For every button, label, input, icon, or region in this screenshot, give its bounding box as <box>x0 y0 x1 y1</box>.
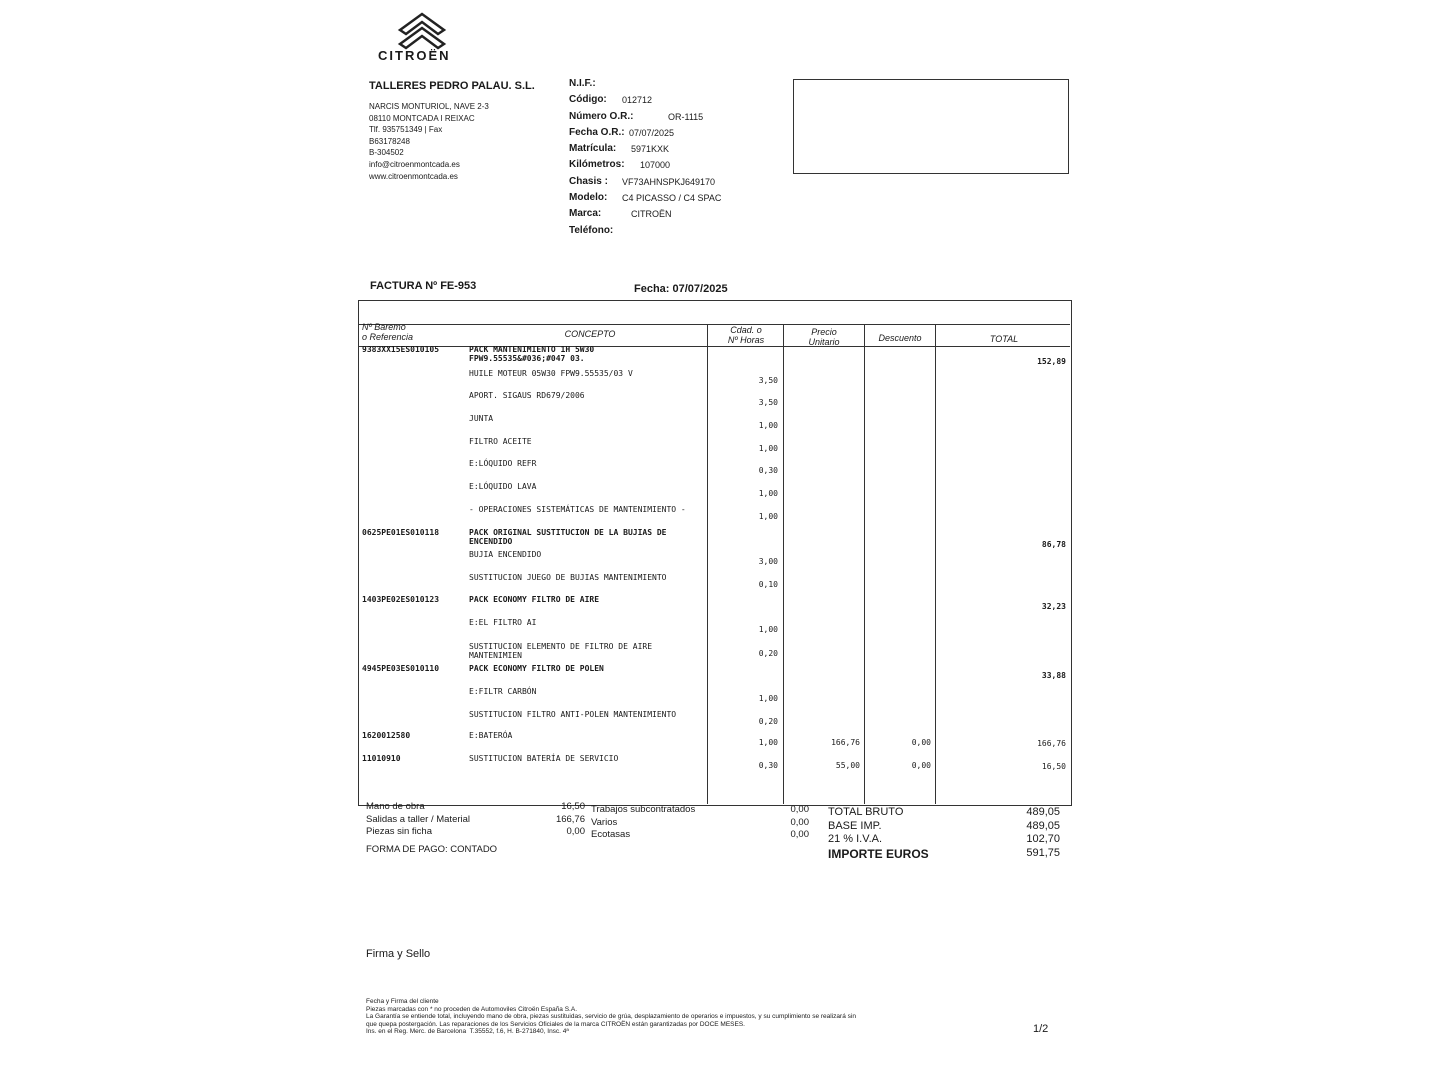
vehicle-label: Fecha O.R.: <box>569 126 625 138</box>
summary-left-label: Mano de obra <box>366 801 425 812</box>
vehicle-label: Matrícula: <box>569 143 617 155</box>
row-quantity: 0,10 <box>758 580 778 589</box>
row-concept: SUSTITUCION FILTRO ANTI-POLEN MANTENIMIENTO <box>469 710 677 719</box>
row-concept: PACK MANTENIMIENTO 1H 5W30 FPW9.55535&#036;#047 03. <box>469 345 595 363</box>
summary-middle-label: Ecotasas <box>591 829 631 840</box>
summary-middle-value: 0,00 <box>790 816 809 828</box>
column-divider <box>864 324 865 804</box>
row-total: 152,89 <box>1037 357 1066 366</box>
page-number: 1/2 <box>1033 1023 1049 1035</box>
row-quantity: 0,20 <box>758 717 778 726</box>
row-concept: JUNTA <box>469 414 494 423</box>
row-quantity: 0,30 <box>758 761 778 770</box>
summary-right-value: 489,05 <box>1026 806 1060 818</box>
column-divider <box>783 324 784 804</box>
row-quantity: 1,00 <box>758 444 778 453</box>
summary-left-value: 0,00 <box>566 826 585 837</box>
row-reference: 11010910 <box>362 754 401 763</box>
row-total: 166,76 <box>1037 739 1066 748</box>
summary-right-value: 102,70 <box>1026 833 1060 845</box>
vehicle-value: 5971KXK <box>631 144 670 155</box>
row-concept: PACK ECONOMY FILTRO DE POLEN <box>469 664 604 673</box>
row-concept: SUSTITUCION BATERÍA DE SERVICIO <box>469 754 619 763</box>
column-divider <box>935 324 936 804</box>
brand-wordmark: CITROËN <box>378 48 451 63</box>
summary-middle-value: 0,00 <box>790 804 809 815</box>
row-quantity: 0,30 <box>758 466 778 475</box>
summary-left-value: 16,50 <box>561 801 585 812</box>
row-quantity: 0,20 <box>758 649 778 658</box>
row-unit-price: 166,76 <box>831 738 860 747</box>
vehicle-label: Número O.R.: <box>569 110 634 122</box>
row-discount: 0,00 <box>911 761 931 770</box>
vehicle-label: Modelo: <box>569 192 608 204</box>
summary-right-label: BASE IMP. <box>828 819 882 832</box>
vehicle-value: C4 PICASSO / C4 SPAC <box>622 193 722 204</box>
row-total: 86,78 <box>1041 540 1066 549</box>
row-reference: 9383XX15ES010105 <box>362 345 440 354</box>
vehicle-value: 07/07/2025 <box>629 127 675 138</box>
row-concept: FILTRO ACEITE <box>469 437 532 446</box>
row-unit-price: 55,00 <box>835 761 860 770</box>
header-discount: Descuento <box>878 333 922 343</box>
row-reference: 0625PE01ES010118 <box>362 528 440 537</box>
invoice-table-frame <box>358 300 1072 806</box>
row-concept: E:LÓQUIDO LAVA <box>469 482 537 491</box>
row-total: 32,23 <box>1041 602 1066 611</box>
payment-method: FORMA DE PAGO: CONTADO <box>366 844 498 855</box>
customer-address-box <box>793 79 1069 174</box>
invoice-number: FACTURA Nº FE-953 <box>370 280 477 292</box>
row-concept: - OPERACIONES SISTEMÁTICAS DE MANTENIMIENTO - <box>469 505 686 514</box>
row-quantity: 1,00 <box>758 738 778 747</box>
summary-middle-value: 0,00 <box>790 829 809 840</box>
row-concept: E:BATERÓA <box>469 731 513 740</box>
row-quantity: 1,00 <box>758 625 778 634</box>
vehicle-label: Teléfono: <box>569 224 614 236</box>
row-concept: PACK ORIGINAL SUSTITUCION DE LA BUJIAS DE ENCENDIDO <box>469 528 667 546</box>
vehicle-label: Código: <box>569 94 607 106</box>
header-concept: CONCEPTO <box>564 329 616 339</box>
row-reference: 4945PE03ES010110 <box>362 664 440 673</box>
row-quantity: 1,00 <box>758 489 778 498</box>
row-concept: APORT. SIGAUS RD679/2006 <box>469 391 585 400</box>
header-ref: Nº Baremo o Referencia <box>362 322 414 342</box>
vehicle-label: N.I.F.: <box>569 78 596 89</box>
vehicle-label: Marca: <box>569 208 602 220</box>
company-address: NARCIS MONTURIOL, NAVE 2-3 08110 MONTCADA I REIXAC Tlf. 935751349 | Fax B63178248 B-304502 info@citroenmontcada.es www.citroenmontcada.es <box>369 102 489 181</box>
row-reference: 1403PE02ES010123 <box>362 595 440 604</box>
header-total: TOTAL <box>989 334 1019 344</box>
row-reference: 1620012580 <box>362 731 411 740</box>
row-total: 33,88 <box>1041 671 1066 680</box>
row-concept: SUSTITUCION ELEMENTO DE FILTRO DE AIRE MANTENIMIEN <box>469 642 653 660</box>
vehicle-value: 107000 <box>640 160 671 171</box>
row-quantity: 1,00 <box>758 512 778 521</box>
summary-left-label: Piezas sin ficha <box>366 826 433 837</box>
row-concept: E:FILTR CARBÓN <box>469 687 537 696</box>
vehicle-value: VF73AHNSPKJ649170 <box>622 176 716 187</box>
row-concept: SUSTITUCION JUEGO DE BUJIAS MANTENIMIENTO <box>469 573 667 582</box>
vehicle-value: 012712 <box>622 95 653 106</box>
row-concept: BUJIA ENCENDIDO <box>469 550 542 559</box>
company-name: TALLERES PEDRO PALAU. S.L. <box>369 80 535 92</box>
vehicle-label: Kilómetros: <box>569 159 625 171</box>
row-concept: HUILE MOTEUR 05W30 FPW9.55535/03 V <box>469 369 633 378</box>
summary-right-label: IMPORTE EUROS <box>828 846 929 861</box>
row-quantity: 1,00 <box>758 421 778 430</box>
vehicle-label: Chasis : <box>569 175 608 187</box>
summary-left-value: 166,76 <box>555 813 585 825</box>
row-concept: E:LÓQUIDO REFR <box>469 459 537 468</box>
row-quantity: 3,50 <box>758 398 778 407</box>
column-divider <box>707 324 708 804</box>
row-discount: 0,00 <box>911 738 931 747</box>
summary-middle-label: Varios <box>591 816 618 828</box>
summary-middle-label: Trabajos subcontratados <box>591 804 696 815</box>
header-qty: Cdad. o Nº Horas <box>727 325 765 345</box>
legal-footer: Fecha y Firma del cliente Piezas marcadas con * no proceden de Automoviles Citroën España S.A. La Garantía se entiende total, incluyendo mano de obra, piezas sustituidas, servicio de grúa, desplazamiento de operarios e impuestos, y su cumplimiento se realizará sin que quepa postergación. Las reparaciones de los Servicios Oficiales de la marca CITROËN están garantizadas por DOCE MESES. Ins. en el Reg. Merc. de Barcelona T.35552, f.6, H. B-271840, Insc. 4ª <box>366 998 856 1035</box>
signature-label: Firma y Sello <box>366 948 431 960</box>
row-total: 16,50 <box>1041 762 1066 771</box>
summary-left-label: Salidas a taller / Material <box>366 813 471 825</box>
row-concept: E:EL FILTRO AI <box>469 618 537 627</box>
vehicle-value: CITROËN <box>631 209 672 220</box>
table-divider <box>358 346 1070 347</box>
summary-right-label: TOTAL BRUTO <box>828 806 904 818</box>
row-concept: PACK ECONOMY FILTRO DE AIRE <box>469 595 600 604</box>
summary-right-label: 21 % I.V.A. <box>828 833 883 845</box>
invoice-date: Fecha: 07/07/2025 <box>634 283 728 295</box>
vehicle-value: OR-1115 <box>668 111 704 122</box>
row-quantity: 3,50 <box>758 376 778 385</box>
header-price: Precio Unitario <box>808 327 840 347</box>
row-quantity: 1,00 <box>758 694 778 703</box>
row-quantity: 3,00 <box>758 557 778 566</box>
summary-right-value: 489,05 <box>1026 819 1060 832</box>
summary-right-value: 591,75 <box>1026 846 1060 859</box>
